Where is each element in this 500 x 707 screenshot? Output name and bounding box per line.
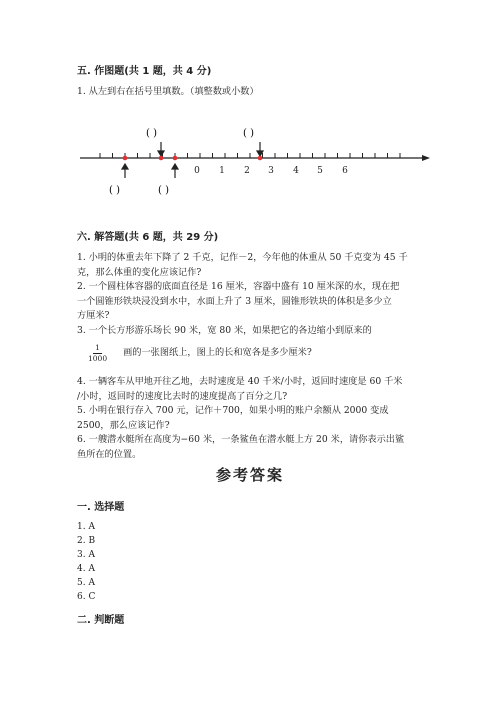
text-line: 克，那么体重的变化应该记作? [77,266,202,278]
answer-item: 2. B [77,536,96,546]
text-line: 5. 小明在银行存入 700 元，记作＋700，如果小明的账户余额从 2000 变成 [77,405,389,416]
section-5-question-1: 1. 从左到右在括号里填数。（填整数或小数） [77,86,259,97]
number-line [0,120,500,200]
text-line: 1. 小明的体重去年下降了 2 千克，记作－2，今年他的体重从 50 千克变为 45 千 [77,252,408,263]
marker-3 [173,156,178,161]
text-line: 一个圆锥形铁块浸没到水中，水面上升了 3 厘米，圆锥形铁块的体积是多少立 [77,295,392,307]
fraction-numerator: 1 [95,343,100,352]
section-6-title: 六. 解答题(共 6 题，共 29 分) [77,232,219,243]
blank-paren-upper-2: ( ) [243,128,254,139]
text-line: 方厘米? [77,310,110,321]
answer-item: 5. A [77,578,95,588]
blank-paren-lower-2: ( ) [158,185,169,196]
text-line: 3. 一个长方形游乐场长 90 米，宽 80 米，如果把它的各边缩小到原来的 [77,324,372,336]
fraction-text: 画的一张图纸上，图上的长和宽各是多少厘米? [123,347,312,359]
answers-part-1-list [77,520,95,604]
text-line: 4. 一辆客车从甲地开往乙地，去时速度是 40 千米/小时，返回时速度是 60 千米 [77,376,403,387]
tick-label-3: 3 [268,166,274,176]
marker-1 [123,156,128,161]
tick-label-6: 6 [342,166,348,176]
answer-item: 1. A [77,522,95,532]
marker-2 [159,156,164,161]
answer-item: 3. A [77,550,95,560]
tick-label-4: 4 [293,166,299,176]
fraction-denominator: 1000 [88,354,108,363]
number-line-figure [0,120,500,200]
text-line: 2500，那么应该记作? [77,419,170,431]
answers-part-1-title: 一. 选择题 [77,502,125,513]
axis-arrowhead [422,155,430,161]
tick-label-1: 1 [219,166,225,176]
text-line: 6. 一艘潜水艇所在高度为−60 米，一条鲨鱼在潜水艇上方 20 米，请你表示出鲨 [77,434,405,445]
text-line: 2. 一个圆柱体容器的底面直径是 16 厘米，容器中盛有 10 厘米深的水，现在把 [77,281,400,292]
tick-label-2: 2 [244,166,250,176]
answer-item: 6. C [77,592,96,602]
fraction [88,343,107,364]
text-line: 鱼所在的位置。 [77,448,142,460]
section-6-body [77,251,408,338]
section-6-body-continued [77,375,404,462]
marker-4 [258,156,263,161]
section-5-title: 五. 作图题(共 1 题，共 4 分) [77,66,212,77]
answer-item: 4. A [77,564,95,574]
tick-label-5: 5 [317,166,323,176]
blank-paren-upper-1: ( ) [146,128,157,139]
answers-part-2-title: 二. 判断题 [77,615,125,626]
axis-ticks [100,153,400,158]
tick-label-0: 0 [194,166,200,176]
answers-title: 参考答案 [215,466,284,484]
fraction-line [88,343,312,364]
text-line: /小时，返回时的速度比去时的速度提高了百分之几? [77,390,288,402]
blank-paren-lower-1: ( ) [109,185,120,196]
